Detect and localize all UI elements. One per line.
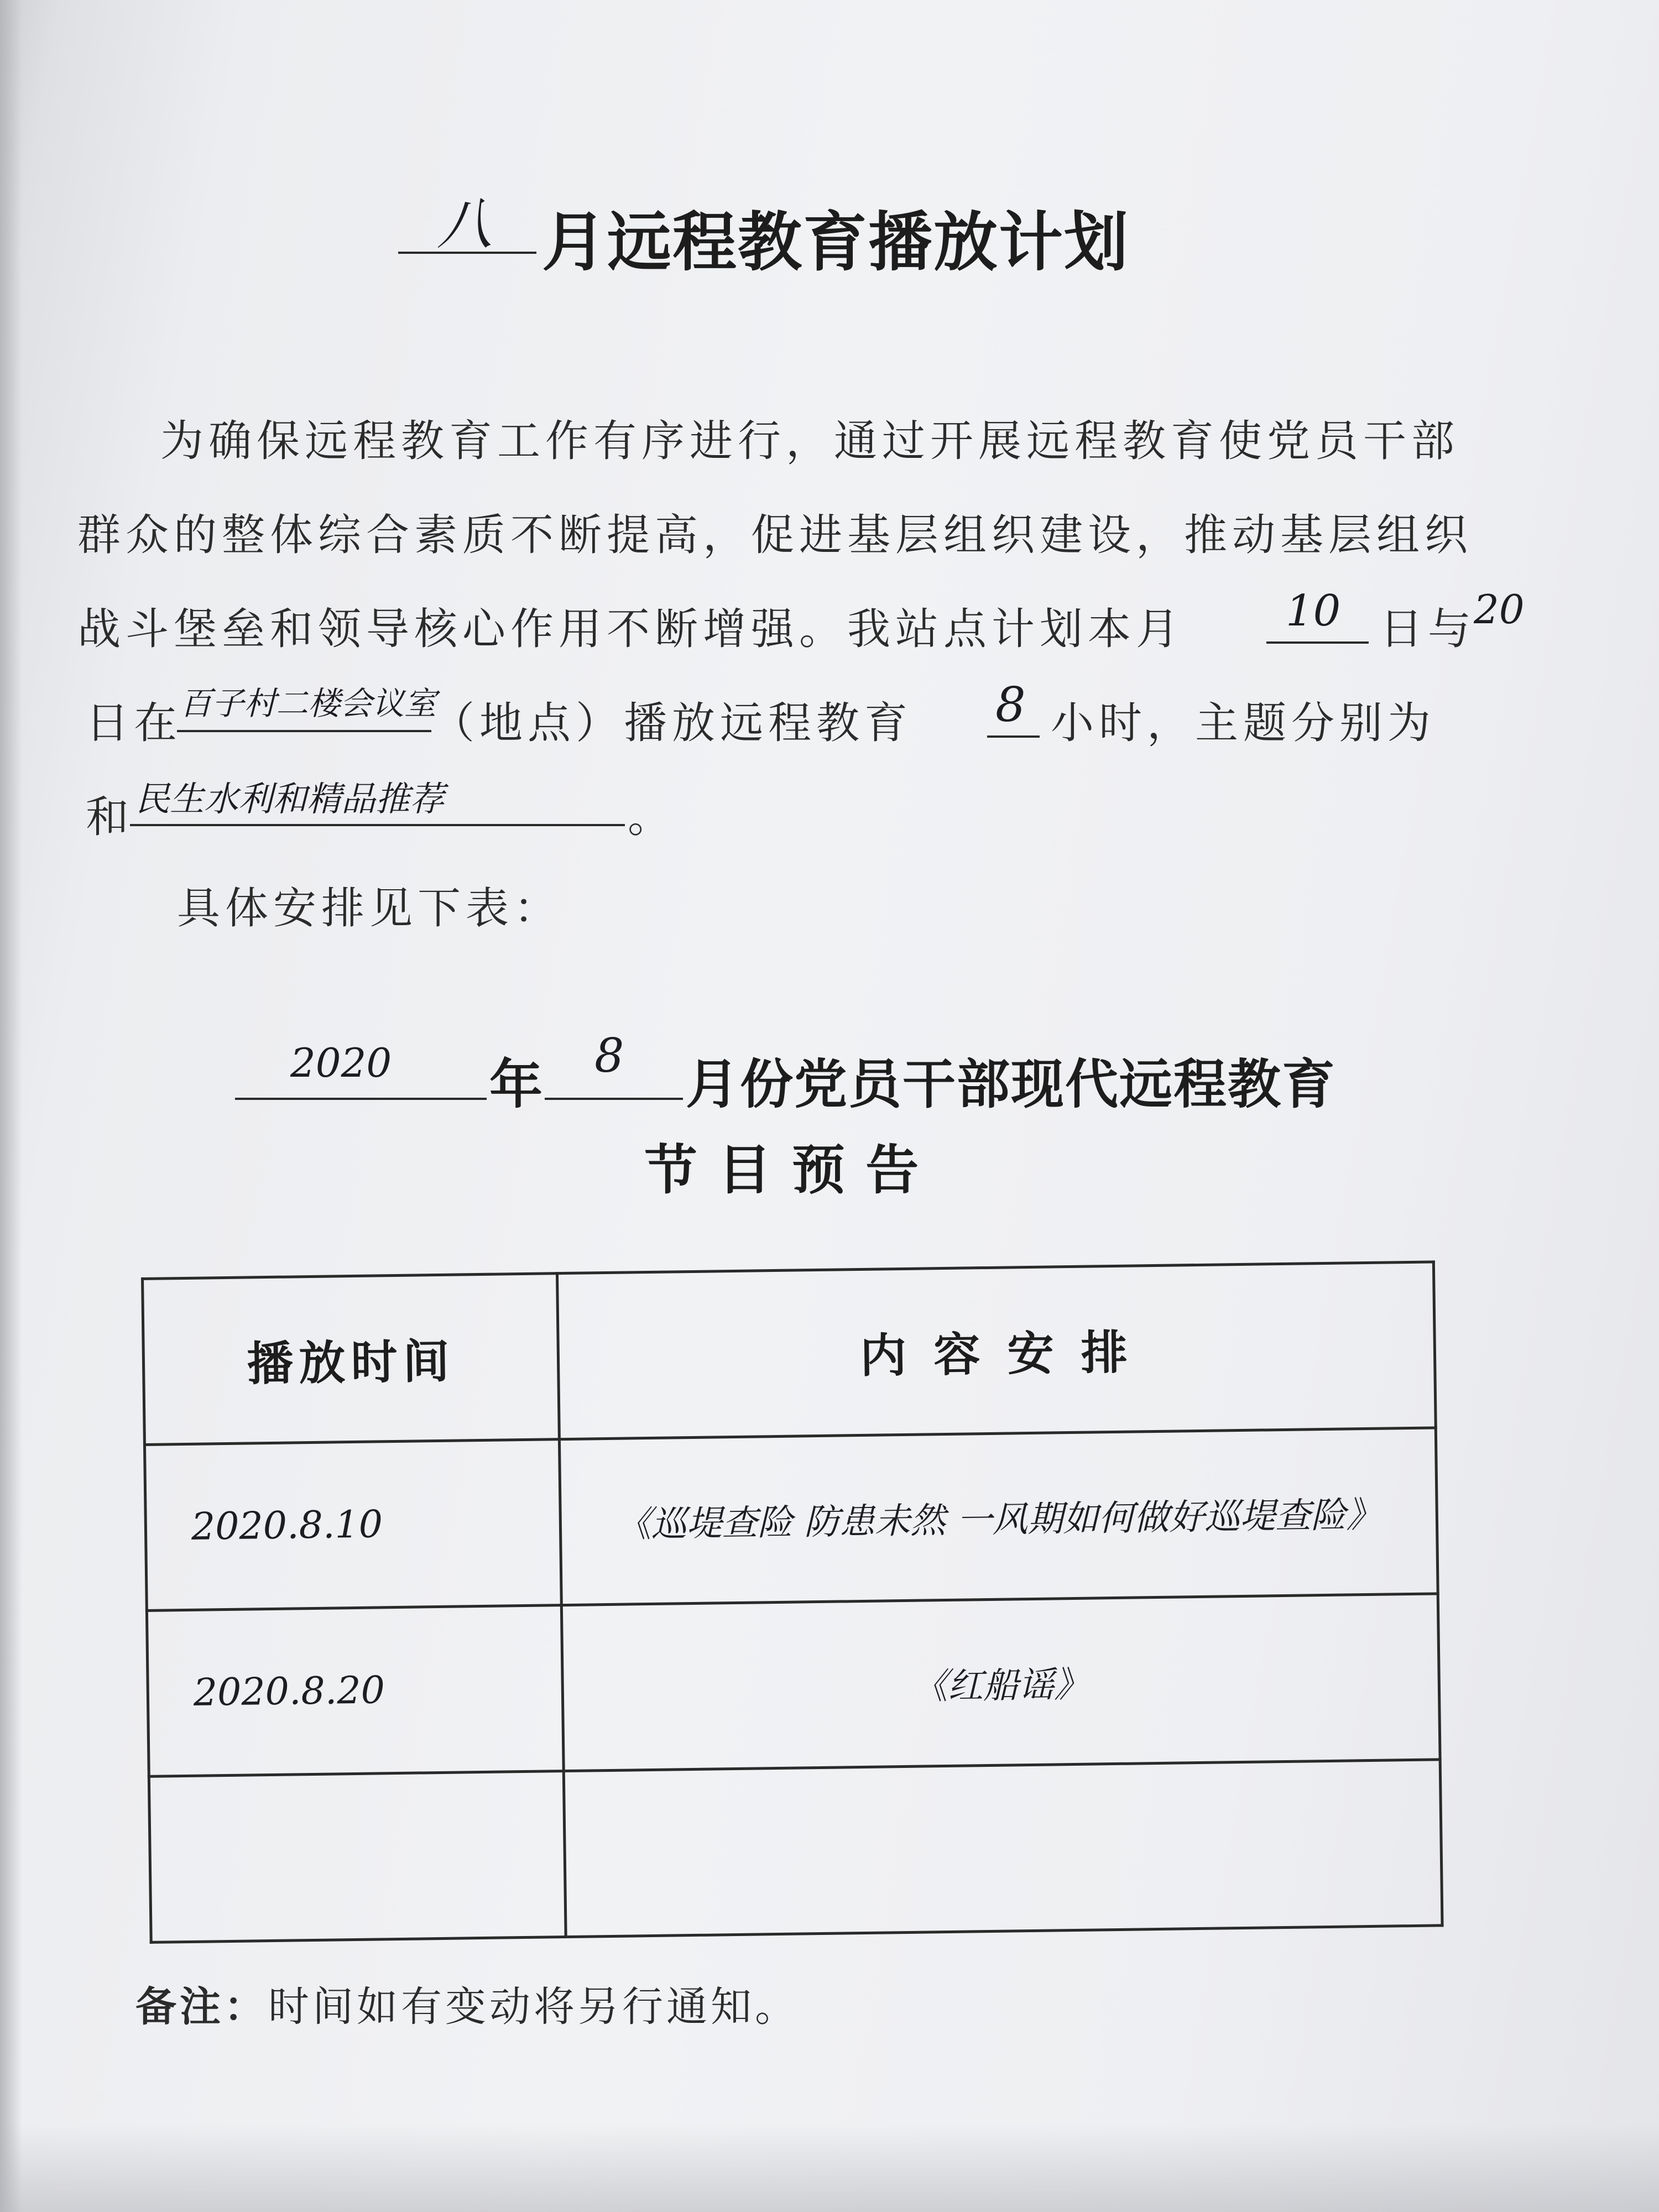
page-title: 月远程教育播放计划 (542, 205, 1129, 280)
day1-blank (1266, 641, 1369, 644)
intro-line-1: 为确保远程教育工作有序进行，通过开展远程教育使党员干部 (160, 416, 1460, 466)
intro-line-3: 战斗堡垒和领导核心作用不断增强。我站点计划本月 (77, 604, 1185, 654)
table-header-row (143, 1262, 1436, 1445)
row-1-content: 《巡堤查险 防患未然 一风期如何做好巡堤查险》 (559, 1428, 1438, 1605)
row-1-time: 2020.8.10 (144, 1439, 561, 1611)
month-handwritten: 8 (594, 1029, 624, 1083)
intro-line-4-prefix: 日在 (86, 698, 182, 748)
paper-bottom-shadow (0, 2124, 1659, 2212)
program-heading: 月份党员干部现代远程教育 (686, 1053, 1336, 1115)
intro-line-5-suffix: 。 (628, 792, 676, 842)
year-suffix: 年 (489, 1053, 544, 1115)
location-handwritten: 百子村二楼会议室 (180, 685, 437, 722)
themes-blank (130, 824, 625, 826)
intro-line-2: 群众的整体综合素质不断提高，促进基层组织建设，推动基层组织 (77, 510, 1473, 560)
schedule-table (141, 1260, 1444, 1944)
paper-edge-shadow (0, 0, 22, 2212)
remarks-text: 时间如有变动将另行通知。 (268, 1983, 799, 2031)
title-month-handwritten: 八 (437, 192, 492, 257)
intro-line-4-mid: （地点）播放远程教育 (431, 698, 913, 748)
header-broadcast-time: 播放时间 (143, 1274, 560, 1445)
table-row (149, 1760, 1442, 1943)
remarks-label: 备注： (135, 1983, 268, 2031)
row-2-time: 2020.8.20 (147, 1605, 564, 1777)
month-blank (545, 1098, 683, 1100)
day2-handwritten: 20 (1474, 586, 1525, 633)
row-2-content: 《红船谣》 (561, 1594, 1440, 1771)
location-blank (177, 730, 431, 732)
intro-line-3-mid: 日与 (1380, 604, 1477, 654)
table-row (144, 1428, 1438, 1611)
hours-blank (987, 735, 1040, 738)
header-content-arrangement: 内 容 安 排 (557, 1262, 1436, 1439)
intro-line-5-prefix: 和 (86, 792, 134, 842)
intro-line-4-suffix: 小时，主题分别为 (1051, 698, 1436, 748)
row-3-time (149, 1771, 566, 1943)
year-handwritten: 2020 (290, 1040, 392, 1086)
themes-handwritten: 民生水利和精品推荐 (135, 779, 445, 819)
hours-handwritten: 8 (995, 677, 1026, 733)
intro-line-6: 具体安排见下表： (177, 884, 562, 933)
day1-handwritten: 10 (1286, 586, 1341, 636)
year-blank (235, 1098, 487, 1100)
table-row (147, 1594, 1440, 1777)
row-3-content (564, 1760, 1442, 1937)
program-subtitle: 节 目 预 告 (644, 1139, 920, 1201)
remarks (135, 1974, 799, 2033)
